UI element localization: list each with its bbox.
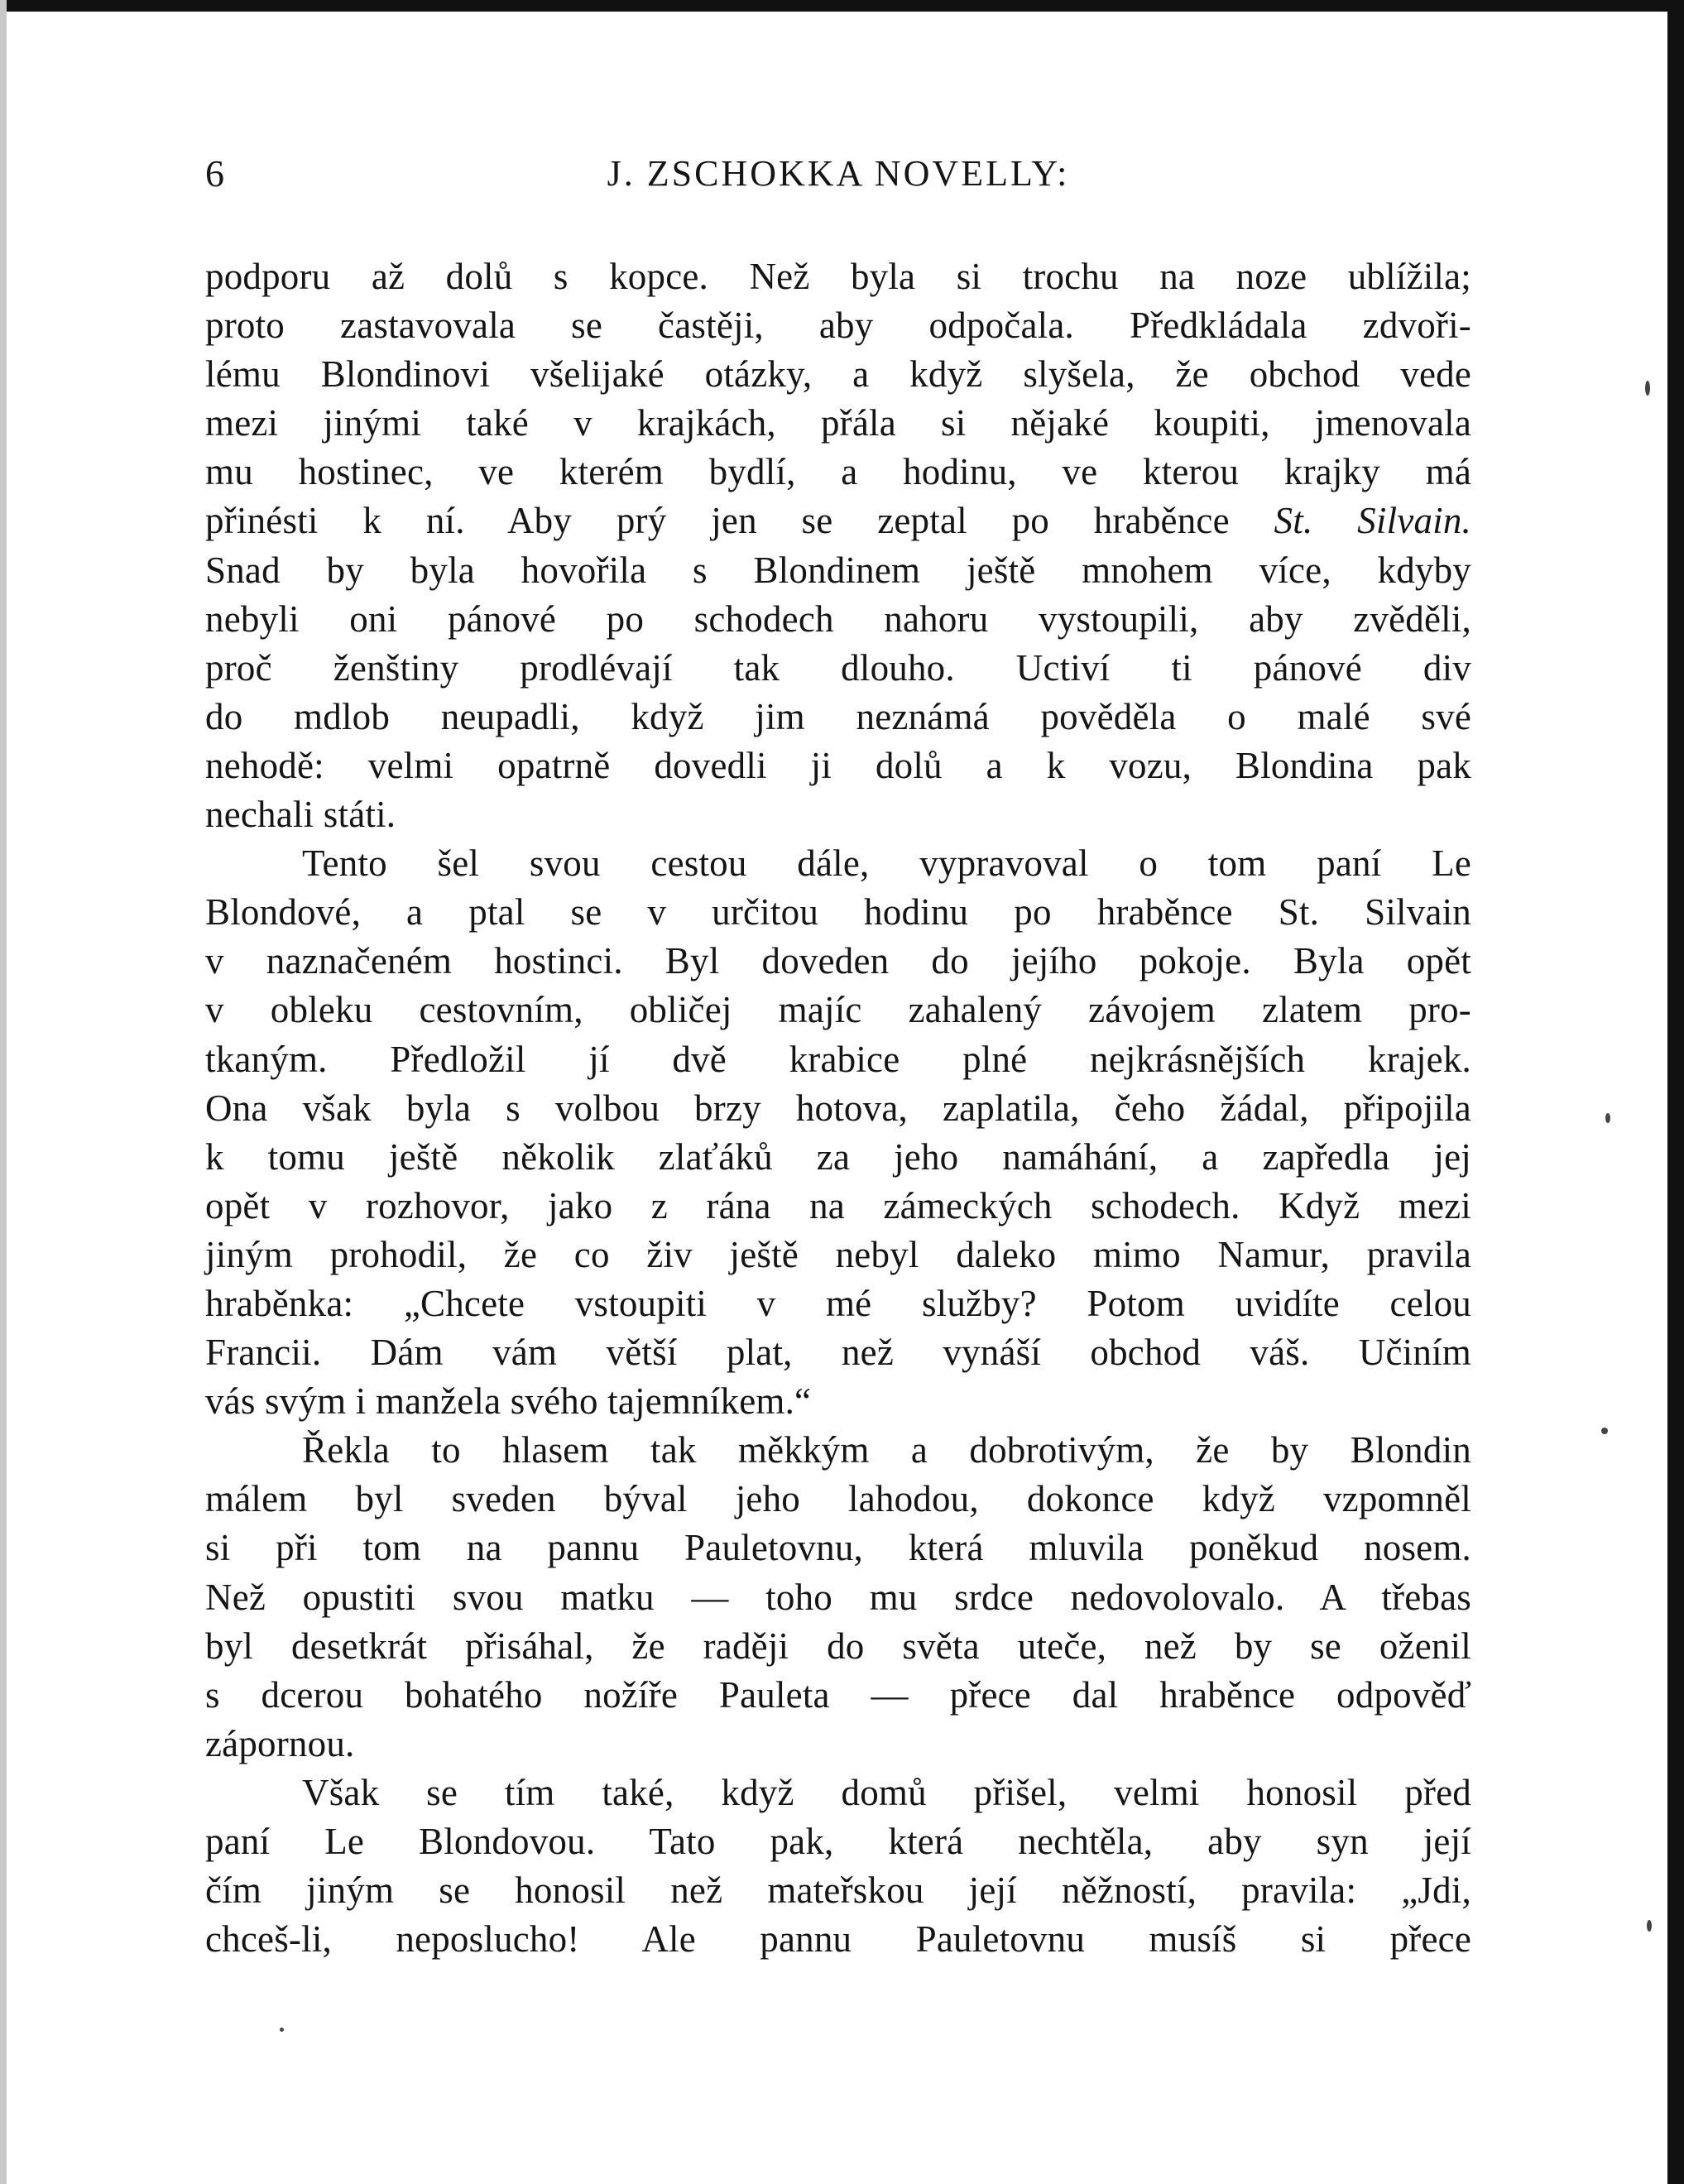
page-header	[205, 149, 1471, 199]
running-title: J. ZSCHOKKA NOVELLY:	[607, 153, 1070, 194]
text-line: málem byl sveden býval jeho lahodou, dokonce když vzpomněl	[205, 1478, 1471, 1520]
text-line: v naznačeném hostinci. Byl doveden do jejího pokoje. Byla opět	[205, 940, 1471, 982]
print-speck	[1647, 1920, 1652, 1932]
text-line: proto zastavovala se častěji, aby odpočala. Předkládala zdvoři-	[205, 305, 1471, 347]
text-line: Francii. Dám vám větší plat, než vynáší obchod váš. Učiním	[205, 1332, 1471, 1374]
text-line: proč ženštiny prodlévají tak dlouho. Uctiví ti pánové div	[205, 646, 1471, 689]
text-line: lému Blondinovi všelijaké otázky, a když slyšela, že obchod vede	[205, 353, 1471, 396]
text-line: Však se tím také, když domů přišel, velmi honosil před	[302, 1771, 1471, 1813]
text-line: tkaným. Předložil jí dvě krabice plné nejkrásnějších krajek.	[205, 1038, 1471, 1080]
text-line: jiným prohodil, že co živ ještě nebyl daleko mimo Namur, pravila	[205, 1233, 1471, 1275]
text-line: Než opustiti svou matku — toho mu srdce nedovolovalo. A třebas	[205, 1576, 1471, 1618]
page-number: 6	[205, 152, 225, 194]
text-line: Ona však byla s volbou brzy hotova, zaplatila, čeho žádal, připojila	[205, 1087, 1471, 1129]
text-line: do mdlob neupadli, když jim neznámá pověděla o malé své	[205, 695, 1471, 737]
page-edge-right	[1667, 0, 1684, 2184]
text-line: nebyli oni pánové po schodech nahoru vystoupili, aby zvěděli,	[205, 598, 1471, 640]
text-line: k tomu ještě několik zlaťáků za jeho namáhání, a zapředla jej	[205, 1135, 1471, 1178]
page-edge-left	[0, 0, 7, 2184]
text-line: mu hostinec, ve kterém bydlí, a hodinu, ve kterou krajky má	[205, 451, 1471, 493]
text-line: si při tom na pannu Pauletovnu, která mluvila poněkud nosem.	[205, 1527, 1471, 1569]
text-line: mezi jinými také v krajkách, přála si nějaké koupiti, jmenovala	[205, 402, 1471, 444]
print-speck	[1601, 1428, 1608, 1434]
text-line: v obleku cestovním, obličej majíc zahalený závojem zlatem pro-	[205, 989, 1471, 1031]
text-line: vás svým i manžela svého tajemníkem.“	[205, 1380, 812, 1423]
text-line: čím jiným se honosil než mateřskou její něžností, pravila: „Jdi,	[205, 1870, 1471, 1912]
text-line: opět v rozhovor, jako z rána na zámeckých schodech. Když mezi	[205, 1184, 1471, 1226]
text-line: byl desetkrát přisáhal, že raději do světa uteče, než by se oženil	[205, 1625, 1471, 1667]
text-line: s dcerou bohatého nožíře Pauleta — přece dal hraběnce odpověď	[205, 1673, 1471, 1716]
text-line: Snad by byla hovořila s Blondinem ještě mnohem více, kdyby	[205, 549, 1471, 591]
print-speck	[1605, 1113, 1610, 1123]
page-edge-top	[7, 0, 1684, 12]
text-line-part: přinésti k ní. Aby prý jen se zeptal po hraběnce	[205, 500, 1230, 542]
print-speck	[1645, 381, 1650, 396]
print-speck	[280, 2028, 284, 2032]
text-line: nehodě: velmi opatrně dovedli ji dolů a k vozu, Blondina pak	[205, 744, 1471, 786]
text-line: zápornou.	[205, 1722, 355, 1764]
text-line: paní Le Blondovou. Tato pak, která nechtěla, aby syn její	[205, 1821, 1471, 1862]
text-line: podporu až dolů s kopce. Než byla si trochu na noze ublížila;	[205, 256, 1471, 297]
text-line: Blondové, a ptal se v určitou hodinu po hraběnce St. Silvain	[205, 891, 1471, 934]
text-line: Tento šel svou cestou dále, vypravoval o tom paní Le	[302, 842, 1471, 885]
text-line: nechali státi.	[205, 794, 396, 836]
text-line: chceš-li, neposlucho! Ale pannu Pauletovnu musíš si přece	[205, 1918, 1471, 1961]
text-line	[205, 497, 1471, 545]
body-text	[205, 252, 1471, 1964]
text-line: Řekla to hlasem tak měkkým a dobrotivým, že by Blondin	[302, 1429, 1471, 1471]
text-line: hraběnka: „Chcete vstoupiti v mé služby? Potom uvidíte celou	[205, 1282, 1471, 1324]
italic-name: St. Silvain.	[1274, 500, 1472, 542]
